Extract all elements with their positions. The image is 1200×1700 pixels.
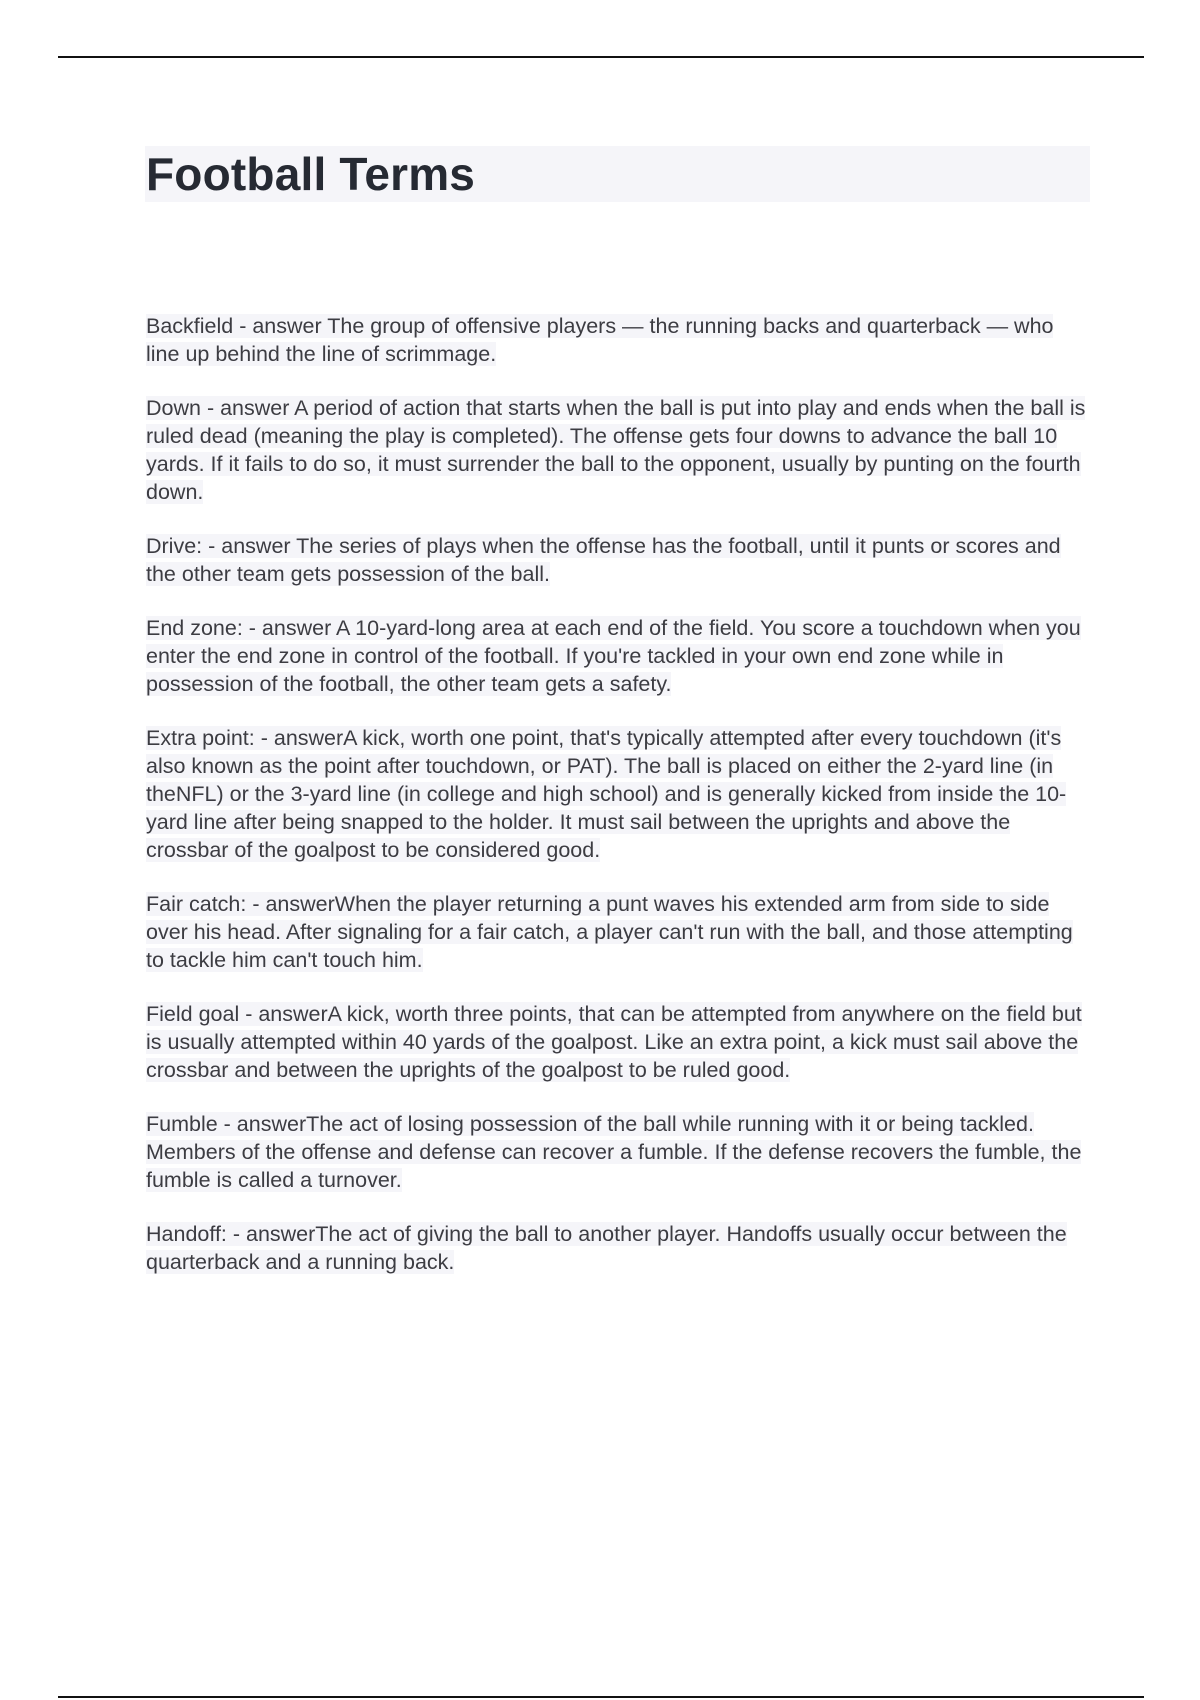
term-text: Backfield - answer The group of offensive players — the running backs and quarterback — who line up behind the line of scrimmage. (146, 314, 1054, 366)
term-entry-backfield (146, 312, 1091, 368)
term-entry-fumble (146, 1110, 1091, 1194)
term-text: Field goal - answerA kick, worth three points, that can be attempted from anywhere on the field but is usually attempted within 40 yards of the goalpost. Like an extra point, a kick must sail above the crossbar and between the uprights of the goalpost to be ruled good. (146, 1002, 1082, 1082)
term-entry-down (146, 394, 1091, 506)
term-text: Down - answer A period of action that starts when the ball is put into play and ends when the ball is ruled dead (meaning the play is completed). The offense gets four downs to advance the ball 10 yards. If it fails to do so, it must surrender the ball to the opponent, usually by punting on the fourth down. (146, 396, 1086, 504)
term-entry-fair-catch (146, 890, 1091, 974)
terms-list (146, 312, 1091, 1302)
term-text: Fumble - answerThe act of losing possession of the ball while running with it or being tackled. Members of the offense and defense can recover a fumble. If the defense recovers the fumble, the fumble is called a turnover. (146, 1112, 1082, 1192)
term-entry-field-goal (146, 1000, 1091, 1084)
term-text: End zone: - answer A 10-yard-long area at each end of the field. You score a touchdown when you enter the end zone in control of the football. If you're tackled in your own end zone while in possession of the football, the other team gets a safety. (146, 616, 1081, 696)
term-entry-extra-point (146, 724, 1091, 864)
term-text: Fair catch: - answerWhen the player returning a punt waves his extended arm from side to side over his head. After signaling for a fair catch, a player can't run with the ball, and those attempting to tackle him can't touch him. (146, 892, 1073, 972)
term-entry-end-zone (146, 614, 1091, 698)
top-divider-line (58, 56, 1144, 58)
page-title: Football Terms (146, 148, 476, 200)
term-text: Drive: - answer The series of plays when the offense has the football, until it punts or scores and the other team gets possession of the ball. (146, 534, 1061, 586)
term-text: Handoff: - answerThe act of giving the ball to another player. Handoffs usually occur between the quarterback and a running back. (146, 1222, 1067, 1274)
bottom-divider-line (58, 1696, 1144, 1698)
term-entry-handoff (146, 1220, 1091, 1276)
term-entry-drive (146, 532, 1091, 588)
term-text: Extra point: - answerA kick, worth one point, that's typically attempted after every touchdown (it's also known as the point after touchdown, or PAT). The ball is placed on either the 2-yard line (in theNFL) or the 3-yard line (in college and high school) and is generally kicked from inside the 10-yard line after being snapped to the holder. It must sail between the uprights and above the crossbar of the goalpost to be considered good. (146, 726, 1067, 862)
